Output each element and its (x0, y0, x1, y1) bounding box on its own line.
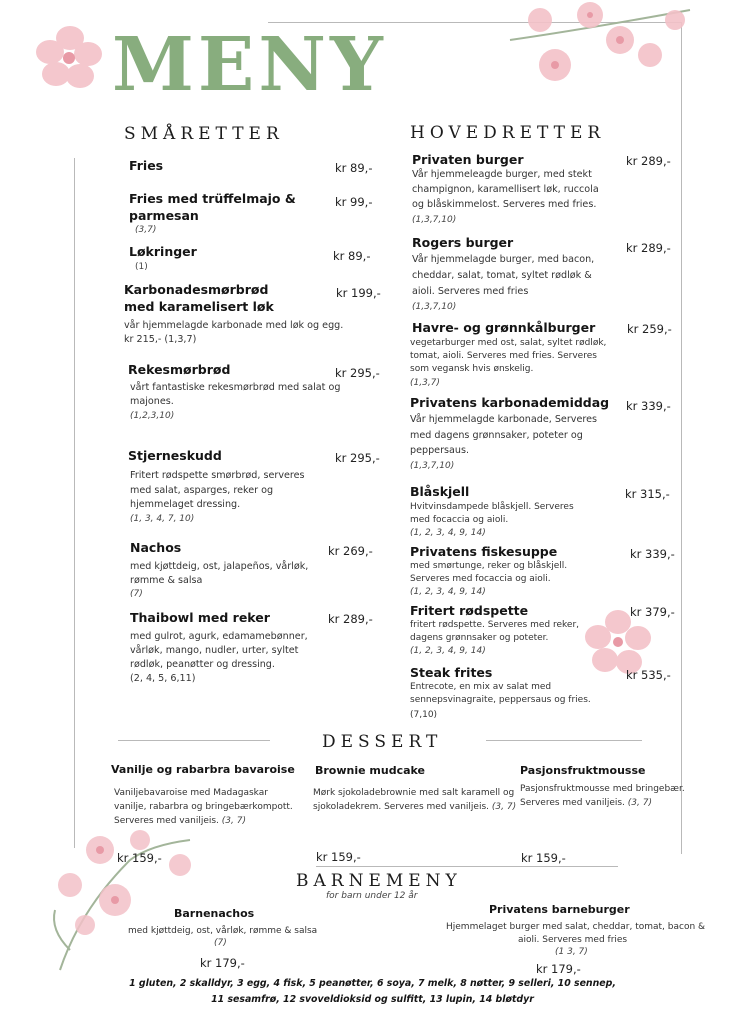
frame-right-line (681, 22, 682, 854)
dessert-price: kr 159,- (316, 850, 361, 864)
flower-branch-top-right-icon (500, 0, 700, 95)
item-description: fritert rødspette. Serveres med reker, (410, 620, 580, 630)
kids-item-price: kr 179,- (200, 956, 245, 970)
item-price: kr 339,- (626, 399, 671, 413)
dessert-price: kr 159,- (521, 851, 566, 865)
dessert-description-line2 (313, 800, 516, 815)
item-name: Rekesmørbrød (128, 362, 231, 377)
dessert-description-line2: vanilje, rabarbra og bringebærkompott. (114, 802, 293, 812)
item-price: kr 339,- (630, 547, 675, 561)
dessert-description: Mørk sjokoladebrownie med salt karamell og (313, 788, 515, 798)
item-description: Vår hjemmelagde burger, med bacon, (412, 254, 595, 265)
kids-item-allergens: (7) (214, 938, 227, 948)
item-allergens: (1,3,7,10) (412, 302, 457, 312)
item-description-line3: hjemmelaget dressing. (130, 499, 241, 510)
item-description-line3: aioli. Serveres med fries (412, 286, 529, 297)
item-description: Entrecote, en mix av salat med (410, 682, 552, 692)
item-allergens: (1, 2, 3, 4, 9, 14) (410, 646, 486, 656)
item-price: kr 89,- (335, 161, 373, 175)
item-price: kr 259,- (627, 322, 672, 336)
item-description-line2: rømme & salsa (130, 575, 203, 586)
item-name: Thaibowl med reker (130, 610, 270, 625)
allergen-legend-line1: 1 gluten, 2 skalldyr, 3 egg, 4 fisk, 5 peanøtter, 6 soya, 7 melk, 8 nøtter, 9 selleri, 10 sennep, (129, 978, 616, 989)
kids-item-description: med kjøttdeig, ost, vårløk, rømme & salsa (128, 926, 318, 936)
kids-item-name: Barnenachos (174, 907, 255, 920)
dessert-description: Pasjonsfruktmousse med bringebær. (520, 784, 685, 794)
item-name: Privatens karbonademiddag (410, 395, 610, 410)
item-name: Nachos (130, 540, 182, 555)
item-description: Hvitvinsdampede blåskjell. Serveres (410, 502, 574, 512)
item-allergens: (1, 2, 3, 4, 9, 14) (410, 528, 486, 538)
item-name: Privatens fiskesuppe (410, 544, 558, 559)
dessert-price: kr 159,- (117, 851, 162, 865)
flower-branch-bottom-left-icon (40, 820, 200, 980)
menu-title: MENY (112, 22, 387, 108)
item-name: Blåskjell (410, 484, 470, 499)
item-description-line2: kr 215,- (1,3,7) (124, 334, 197, 345)
item-price: kr 379,- (630, 605, 675, 619)
kids-item-description: Hjemmelaget burger med salat, cheddar, tomat, bacon & (446, 922, 706, 932)
item-price: kr 289,- (626, 154, 671, 168)
kids-item-allergens: (1 3, 7) (555, 947, 588, 957)
dessert-heading: DESSERT (322, 732, 443, 752)
item-description: Vår hjemmelagde karbonade, Serveres (410, 414, 597, 425)
item-allergens: (7) (130, 589, 143, 599)
item-description: Vår hjemmeleagde burger, med stekt (412, 169, 592, 180)
item-price: kr 295,- (335, 366, 380, 380)
item-price: kr 99,- (335, 195, 373, 209)
allergen-legend-line2: 11 sesamfrø, 12 svoveldioksid og sulfitt, 13 lupin, 14 bløtdyr (211, 994, 534, 1005)
item-name: Fritert rødspette (410, 603, 529, 618)
item-description-line2: sennepsvinagraite, peppersaus og fries. (410, 695, 591, 705)
item-description: med gulrot, agurk, edamamebønner, (130, 631, 308, 642)
item-description: vårt fantastiske rekesmørbrød med salat og (130, 382, 341, 393)
kids-item-description-line2: aioli. Serveres med fries (518, 935, 628, 945)
barnemeny-heading: BARNEMENY (296, 871, 462, 891)
item-name-line2: med karamelisert løk (124, 299, 274, 314)
item-description-line3: rødløk, peanøtter og dressing. (130, 659, 275, 670)
item-allergens: (2, 4, 5, 6,11) (130, 673, 196, 684)
flower-top-left-icon (30, 20, 110, 90)
dessert-description-text: sjokoladekrem. Serveres med vaniljeis. (313, 802, 490, 812)
item-name: Steak frites (410, 665, 493, 680)
item-allergens: (3,7) (135, 225, 157, 235)
dessert-allergens: (3, 7) (627, 798, 652, 808)
dessert-description-text: Serveres med vaniljeis. (114, 816, 219, 826)
dessert-allergens: (3, 7) (491, 802, 517, 812)
item-allergens: (7,10) (410, 710, 438, 720)
item-description-line2: vårløk, mango, nudler, urter, syltet (130, 645, 299, 656)
item-description: vår hjemmelagde karbonade med løk og egg. (124, 320, 344, 331)
dessert-rule-right (486, 740, 642, 741)
item-description: med smørtunge, reker og blåskjell. (410, 561, 568, 571)
item-description-line3: peppersaus. (410, 445, 470, 456)
item-allergens: (1,3,7,10) (412, 215, 457, 225)
item-description-line3: som vegansk hvis ønskelig. (410, 364, 534, 374)
item-name: Fries (129, 158, 164, 173)
smaretter-heading: SMÅRETTER (124, 124, 284, 144)
frame-left-line (74, 158, 75, 848)
item-price: kr 315,- (625, 487, 670, 501)
dessert-name: Pasjonsfruktmousse (520, 764, 646, 777)
item-price: kr 199,- (336, 286, 381, 300)
dessert-name: Brownie mudcake (315, 764, 426, 777)
item-description-line3: og blåskimmelost. Serveres med fries. (412, 199, 597, 210)
item-price: kr 289,- (626, 241, 671, 255)
item-allergens: (1,3,7,10) (410, 461, 455, 471)
item-description-line2: dagens grønnsaker og poteter. (410, 633, 549, 643)
barnemeny-subtitle: for barn under 12 år (326, 891, 418, 901)
dessert-description-text: Serveres med vaniljeis. (520, 798, 625, 808)
item-name: Løkringer (129, 244, 197, 259)
dessert-description: Vaniljebavaroise med Madagaskar (114, 788, 268, 798)
item-description: vegetarburger med ost, salat, syltet rødløk, (410, 338, 607, 348)
item-name: Havre- og grønnkålburger (412, 320, 596, 335)
item-allergens: (1) (135, 262, 148, 272)
dessert-description-line2 (520, 796, 652, 811)
item-name: Privaten burger (412, 152, 524, 167)
item-description-line2: tomat, aioli. Serveres med fries. Serveres (410, 351, 597, 361)
item-price: kr 269,- (328, 544, 373, 558)
item-name: Stjerneskudd (128, 448, 222, 463)
item-name: Karbonadesmørbrød (124, 282, 269, 297)
item-price: kr 89,- (333, 249, 371, 263)
item-description-line2: champignon, karamellisert løk, ruccola (412, 184, 599, 195)
dessert-name: Vanilje og rabarbra bavaroise (111, 763, 295, 776)
hovedretter-heading: HOVEDRETTER (410, 123, 606, 143)
item-price: kr 295,- (335, 451, 380, 465)
item-name: Rogers burger (412, 235, 514, 250)
item-description-line2: med dagens grønnsaker, poteter og (410, 430, 583, 441)
item-allergens: (1, 3, 4, 7, 10) (130, 514, 195, 524)
kids-item-name: Privatens barneburger (489, 903, 630, 916)
item-allergens: (1,2,3,10) (130, 411, 175, 421)
item-name: Fries med trüffelmajo & (129, 191, 296, 206)
dessert-rule-left (118, 740, 270, 741)
item-name-line2: parmesan (129, 208, 199, 223)
dessert-allergens: (3, 7) (221, 816, 246, 826)
item-description-line2: majones. (130, 396, 174, 407)
dessert-bottom-rule (316, 866, 618, 867)
dessert-description-line3 (114, 814, 246, 829)
item-description-line2: med focaccia og aioli. (410, 515, 509, 525)
item-description: med kjøttdeig, ost, jalapeños, vårløk, (130, 561, 309, 572)
item-allergens: (1,3,7) (410, 378, 440, 388)
item-description-line2: med salat, asparges, reker og (130, 485, 274, 496)
item-description-line2: cheddar, salat, tomat, syltet rødløk & (412, 270, 592, 281)
item-price: kr 289,- (328, 612, 373, 626)
item-price: kr 535,- (626, 668, 671, 682)
item-description-line2: Serveres med focaccia og aioli. (410, 574, 551, 584)
item-allergens: (1, 2, 3, 4, 9, 14) (410, 587, 486, 597)
item-description: Fritert rødspette smørbrød, serveres (130, 470, 305, 481)
kids-item-price: kr 179,- (536, 962, 581, 976)
